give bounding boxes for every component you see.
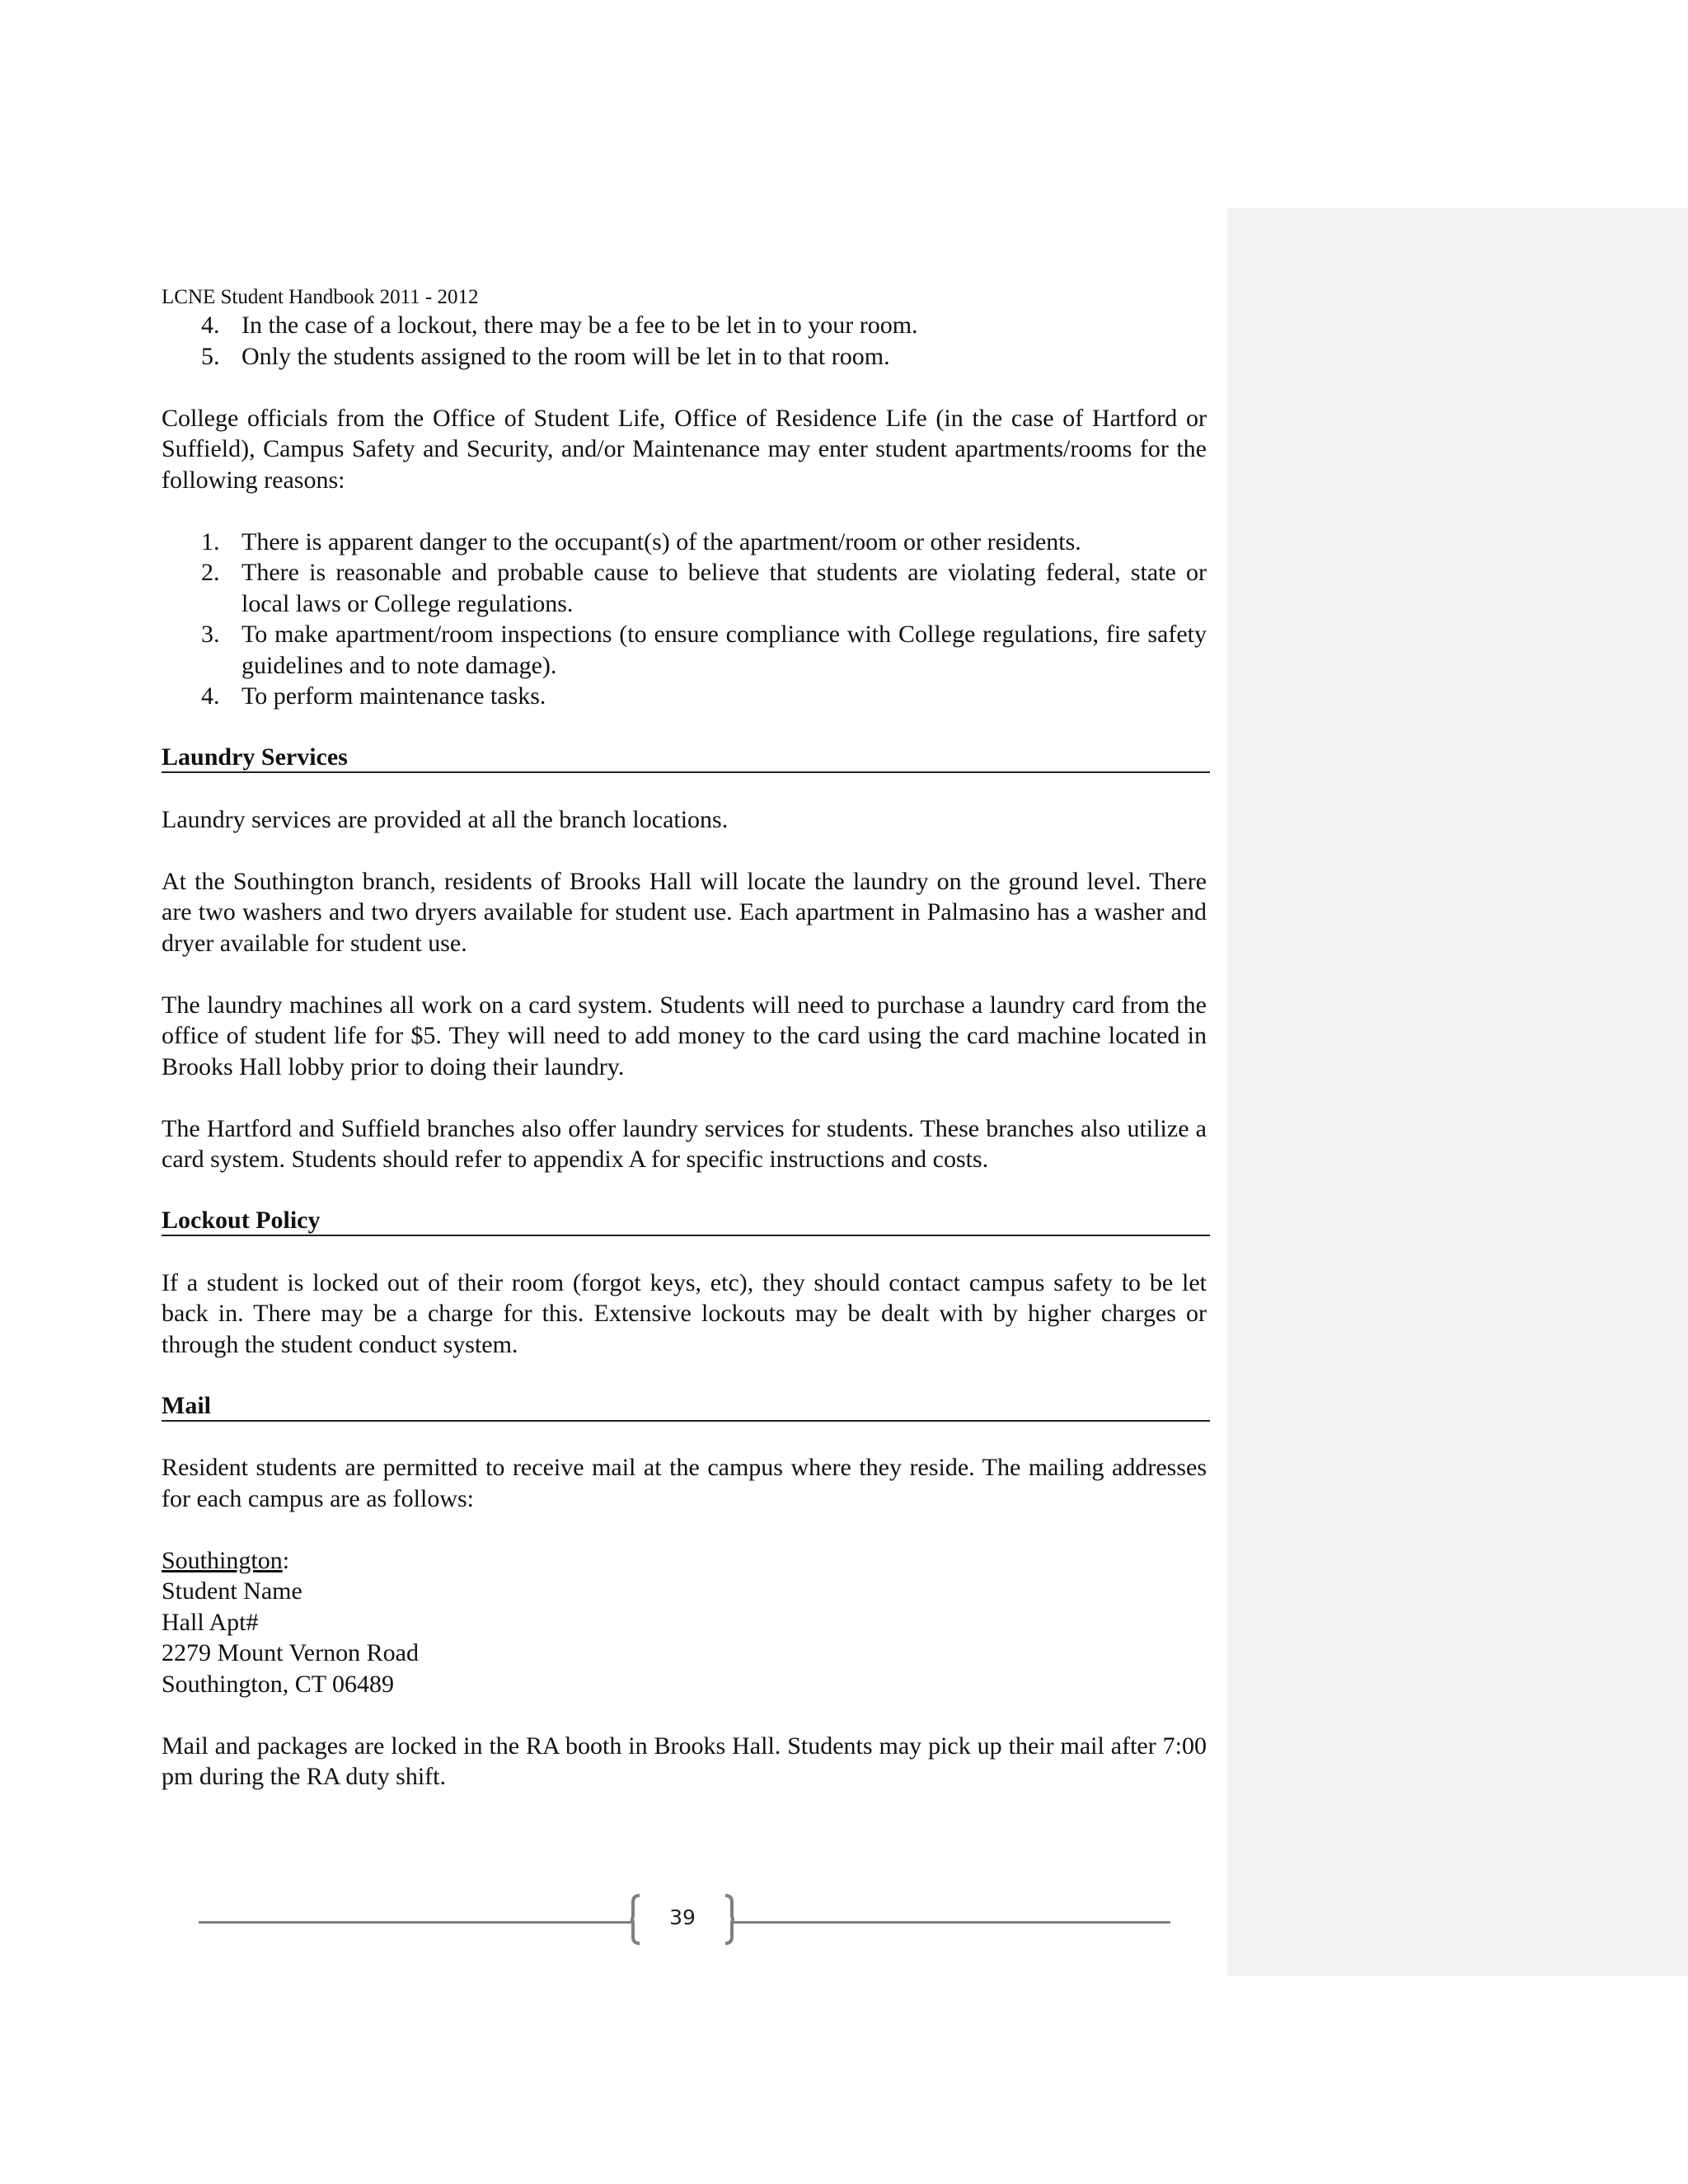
list-item: 3. To make apartment/room inspections (to ensure compliance with College regulations, fire safety guidelines and to note damage). <box>201 621 1207 679</box>
running-header: LCNE Student Handbook 2011 - 2012 <box>162 286 479 308</box>
address-line: 2279 Mount Vernon Road <box>162 1639 419 1666</box>
laundry-paragraph: At the Southington branch, residents of Brooks Hall will locate the laundry on the ground level. There are two washers and two dryers available for student use. Each apartment in Palmasino has a washer and dryer available for student use. <box>162 867 1207 957</box>
mail-heading: Mail <box>162 1391 1210 1422</box>
address-line: Hall Apt# <box>162 1608 259 1636</box>
laundry-paragraph: The Hartford and Suffield branches also offer laundry services for students. These branches also utilize a card system. Students should refer to appendix A for specific instructions and costs. <box>162 1114 1207 1173</box>
address-line: Southington, CT 06489 <box>162 1670 394 1698</box>
list-item: 4. In the case of a lockout, there may be a fee to be let in to your room. <box>201 312 918 339</box>
left-brace-icon <box>630 1894 641 1945</box>
page-number: 39 <box>669 1905 696 1929</box>
lockout-paragraph: If a student is locked out of their room (forgot keys, etc), they should contact campus safety to be let back in. There may be a charge for this. Extensive lockouts may be dealt with by higher charges or through the student conduct system. <box>162 1268 1207 1358</box>
lockout-fee-list <box>162 310 1207 372</box>
list-item: 1. There is apparent danger to the occupant(s) of the apartment/room or other residents. <box>201 527 1081 555</box>
footer-rule-left <box>199 1921 631 1924</box>
list-item: 4. To perform maintenance tasks. <box>201 682 546 710</box>
entry-reasons-list <box>162 527 1207 712</box>
list-item: 5. Only the students assigned to the room will be let in to that room. <box>201 342 890 370</box>
mail-paragraph: Resident students are permitted to receive mail at the campus where they reside. The mailing addresses for each campus are as follows: <box>162 1454 1207 1512</box>
comment-pane <box>1227 208 1688 1976</box>
list-item: 2. There is reasonable and probable cause to believe that students are violating federal, state or local laws or College regulations. <box>201 559 1207 617</box>
entry-paragraph: College officials from the Office of Student Life, Office of Residence Life (in the case of Hartford or Suffield), Campus Safety and Security, and/or Maintenance may enter student apartments/rooms for the following reasons: <box>162 404 1207 494</box>
right-brace-icon <box>724 1894 735 1945</box>
campus-label: Southington: <box>162 1546 290 1574</box>
laundry-paragraph: The laundry machines all work on a card system. Students will need to purchase a laundry card from the office of student life for $5. They will need to add money to the card using the card machine located in Brooks Hall lobby prior to doing their laundry. <box>162 991 1207 1080</box>
laundry-paragraph: Laundry services are provided at all the branch locations. <box>162 805 729 833</box>
address-line: Student Name <box>162 1577 302 1605</box>
lockout-heading: Lockout Policy <box>162 1206 1210 1236</box>
footer-rule-right <box>734 1921 1170 1924</box>
laundry-heading: Laundry Services <box>162 743 1210 773</box>
mail-paragraph: Mail and packages are locked in the RA booth in Brooks Hall. Students may pick up their mail after 7:00 pm during the RA duty shift. <box>162 1732 1207 1790</box>
page-content <box>162 285 1207 1793</box>
